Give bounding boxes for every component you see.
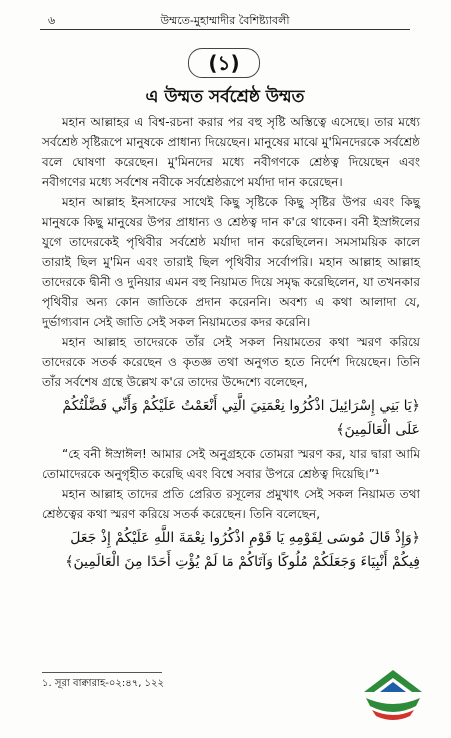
chapter-title: এ উম্মত সর্বশ্রেষ্ঠ উম্মত [145,87,305,107]
page-number: ৬ [48,14,56,27]
translation-1: “হে বনী ঈস্রাঈল! আমার সেই অনুগ্রহকে তোমরা স্মরণ কর, যার দ্বারা আমি তোমাদেরকে অনুগৃহীত করেছি এবং বিশ্বে সবার উপরে শ্রেষ্ঠত্ব দিয়েছি।”¹ [42,447,420,481]
running-title: উম্মতে-মুহাম্মাদীর বৈশিষ্ট্যাবলী [160,14,290,27]
arabic-verse-1: ﴿يَا بَنِي إِسْرَائِيلَ اذْكُرُوا نِعْمَتِيَ الَّتِي أَنْعَمْتُ عَلَيْكُمْ وَأَنِّي فَضَّلْتُكُمْ عَلَى الْعَالَمِينَ﴾ [62,398,420,438]
paragraph-4: মহান আল্লাহ তাদের প্রতি প্রেরিত রসূলের প্রমুখাৎ সেই সকল নিয়ামত তথা শ্রেষ্ঠত্বের কথা স্মরণ করিয়ে সতর্ক করেছেন। তিনি বলেছেন, [42,487,420,521]
chapter-number: (১) [208,51,240,75]
page-body [42,112,420,576]
page-header [40,8,410,30]
paragraph-3: মহান আল্লাহ তাদেরকে তাঁর সেই সকল নিয়ামতের কথা স্মরণ করিয়ে তাদেরকে সতর্ক করেছেন ও কৃতজ্ঞ তথা অনুগত হতে নির্দেশ দিয়েছেন। তিনি তাঁর সর্বশেষ গ্রন্থে উল্লেখ ক'রে তাদের উদ্দেশ্যে বলেছেন, [42,335,420,389]
header-rule [40,29,410,30]
footnote-rule [42,672,162,673]
footnote: ১. সূরা বাক্বারাহ-০২:৪৭, ১২২ [42,678,165,689]
paragraph-1: মহান আল্লাহর এ বিশ্ব-রচনা করার পর বহু সৃষ্টি অস্তিত্বে এসেছে। তার মধ্যে সর্বশ্রেষ্ঠ সৃষ্টিরূপে মানুষকে প্রাধান্য দিয়েছেন। মানুষের মাঝে মু'মিনদেরকে সর্বশ্রেষ্ঠ বলে ঘোষণা করেছেন। মু'মিনদের মধ্যে নবীগণকে শ্রেষ্ঠত্ব দিয়েছেন এবং নবীগণের মধ্যে সর্বশেষ নবীকে সর্বশ্রেষ্ঠরূপে মর্যাদা দান করেছেন। [42,115,420,189]
publisher-logo-icon [358,666,428,726]
arabic-verse-2: ﴿وَإِذْ قَالَ مُوسَى لِقَوْمِهِ يَا قَوْمِ اذْكُرُوا نِعْمَةَ اللَّهِ عَلَيْكُمْ إِذْ جَعَلَ فِيكُمْ أَنْبِيَاءَ وَجَعَلَكُمْ مُلُوكًا وَآتَاكُمْ مَا لَمْ يُؤْتِ أَحَدًا مِنَ الْعَالَمِينَ﴾ [65,530,420,570]
paragraph-2: মহান আল্লাহ ইনসাফের সাথেই কিছু সৃষ্টিকে কিছু সৃষ্টির উপর এবং কিছু মানুষকে কিছু মানুষের উপর প্রাধান্য ও শ্রেষ্ঠত্ব দান ক'রে থাকেন। বনী ইস্রাঈলের যুগে তাদেরকেই পৃথিবীর সর্বশ্রেষ্ঠ মর্যাদা দান করেছিলেন। সমসাময়িক কালে তারাই ছিল মু'মিন এবং তারাই ছিল পৃথিবীর সর্বোপরি। মহান আল্লাহ আল্লাহ তাদেরকে দ্বীনী ও দুনিয়ার এমন বহু নিয়ামত দিয়ে সমৃদ্ধ করেছিলেন, যা তখনকার পৃথিবীর অন্য কোন জাতিকে প্রদান করেননি। অবশ্য এ কথা আলাদা যে, দুর্ভাগ্যবান সেই জাতি সেই সকল নিয়ামতের কদর করেনি। [42,195,420,329]
